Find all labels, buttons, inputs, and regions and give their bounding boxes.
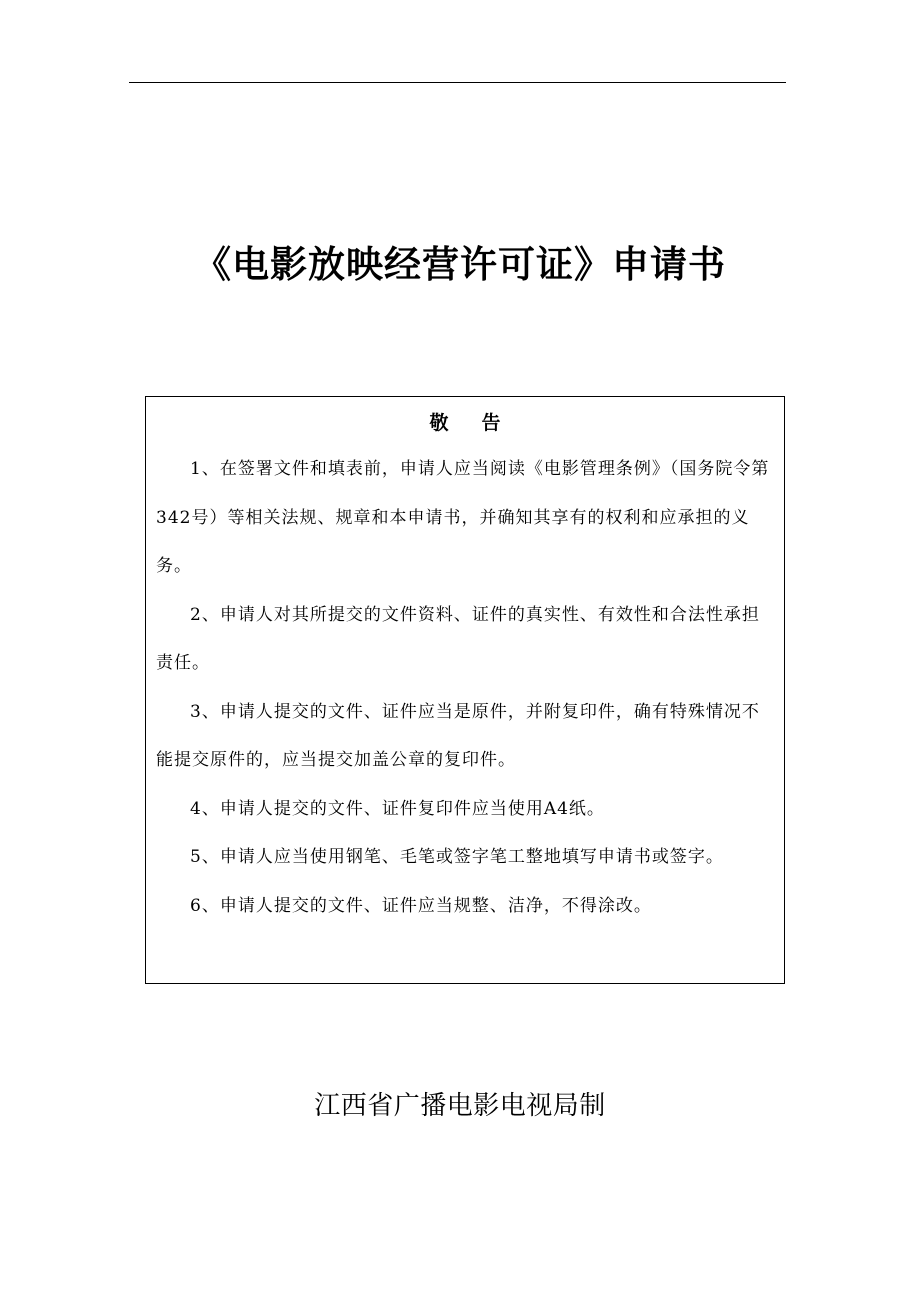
notice-heading: 敬 告 [429,412,501,434]
notice-item-5: 5、申请人应当使用钢笔、毛笔或签字笔工整地填写申请书或签字。 [190,847,724,867]
notice-item-2: 2、申请人对其所提交的文件资料、证件的真实性、有效性和合法性承担责任。 [156,604,760,673]
issuer-line: 江西省广播电影电视局制 [314,1091,606,1121]
header-rule [129,82,786,83]
notice-list [156,445,774,930]
notice-item-1: 1、在签署文件和填表前，申请人应当阅读《电影管理条例》（国务院令第342号）等相关法规、规章和本申请书，并确知其享有的权利和应承担的义务。 [156,459,770,576]
document-title: 《电影放映经营许可证》申请书 [194,243,726,286]
notice-item-6: 6、申请人提交的文件、证件应当规整、洁净，不得涂改。 [190,895,652,916]
notice-item-3: 3、申请人提交的文件、证件应当是原件，并附复印件，确有特殊情况不能提交原件的，应当提交加盖公章的复印件。 [156,701,760,770]
notice-item-4: 4、申请人提交的文件、证件复印件应当使用A4纸。 [190,798,605,819]
notice-box [145,396,785,984]
